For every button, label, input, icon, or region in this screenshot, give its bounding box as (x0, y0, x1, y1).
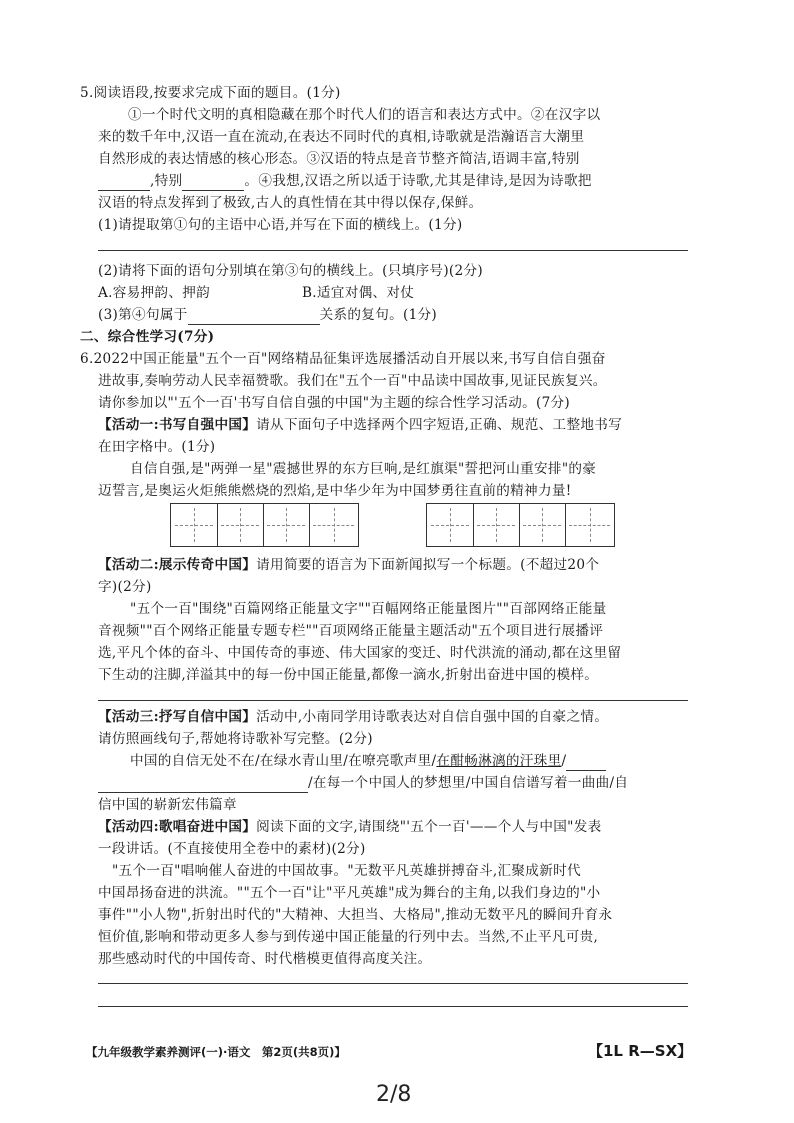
q5-passage-line: ①一个时代文明的真相隐藏在那个时代人们的语言和表达方式中。②在汉字以 (128, 107, 601, 123)
answer-line[interactable] (98, 700, 688, 701)
grid-cell[interactable] (427, 504, 474, 546)
activity1-prompt: 在田字格中。(1分) (98, 439, 216, 455)
q5-passage-line: ,特别 。④我想,汉语之所以适于诗歌,尤其是律诗,是因为诗歌把 (98, 172, 592, 191)
activity3-poem-line: /在每一个中国人的梦想里/中国自信谱写着一曲曲/自 (98, 774, 628, 793)
q5-option-a: A.容易押韵、押韵 (98, 285, 210, 301)
grid-cell[interactable] (171, 504, 218, 546)
activity1-prompt: 【活动一:书写自强中国】请从下面句子中选择两个四字短语,正确、规范、工整地书写 (98, 417, 623, 433)
footer-label: 【九年级教学素养测评(一)·语文 第2页(共8页)】 (86, 1045, 346, 1059)
q5-sub2: (2)请将下面的语句分别填在第③句的横线上。(只填序号)(2分) (98, 263, 483, 279)
activity1-sentence: 自信自强,是"两弹一星"震撼世界的东方巨响,是红旗渠"誓把河山重安排"的豪 (130, 461, 597, 477)
answer-line[interactable] (98, 250, 688, 251)
activity4-passage: 中国昂扬奋进的洪流。""五个一百"让"平凡英雄"成为舞台的主角,以我们身边的"小 (98, 885, 601, 901)
q5-passage-line: 来的数千年中,汉语一直在流动,在表达不同时代的真相,诗歌就是浩瀚语言大潮里 (98, 129, 585, 145)
activity4-passage: 事件""小人物",折射出时代的"大精神、大担当、大格局",推动无数平凡的瞬间升育永 (98, 907, 613, 923)
q5-sub3: (3)第④句属于 关系的复句。(1分) (98, 307, 438, 323)
section-heading: 二、综合性学习(7分) (80, 329, 215, 345)
q6-intro-line: 请你参加以"'五个一百'书写自信自强的中国"为主题的综合性学习活动。(7分) (98, 395, 571, 411)
q6-intro-line: 6.2022中国正能量"五个一百"网络精品征集评选展播活动自开展以来,书写自信自强奋 (80, 351, 606, 367)
footer-code: 【1L R—SX】 (588, 1042, 693, 1060)
answer-blank[interactable] (98, 792, 308, 793)
activity4-prompt: 一段讲话。(不直接使用全卷中的素材)(2分) (98, 841, 366, 857)
writing-grid-right[interactable] (426, 503, 615, 547)
activity2-passage: 音视频""百个网络正能量专题专栏""百项网络正能量主题活动"五个项目进行展播评 (98, 623, 604, 639)
answer-line[interactable] (98, 1006, 688, 1007)
q5-passage-line: 自然形成的表达情感的核心形态。③汉语的特点是音节整齐简洁,语调丰富,特别 (98, 151, 580, 167)
grid-cell[interactable] (565, 504, 614, 546)
activity2-prompt: 字)(2分) (98, 579, 152, 595)
activity3-poem-line: 信中国的崭新宏伟篇章 (98, 797, 237, 813)
writing-grid-left[interactable] (170, 503, 359, 547)
activity2-prompt: 【活动二:展示传奇中国】请用简要的语言为下面新闻拟写一个标题。(不超过20个 (98, 557, 600, 573)
activity4-passage: 那些感动时代的中国传奇、时代楷模更值得高度关注。 (98, 951, 432, 967)
grid-cell[interactable] (519, 504, 566, 546)
answer-blank[interactable] (566, 770, 606, 771)
activity3-prompt: 【活动三:抒写自信中国】活动中,小南同学用诗歌表达对自信自强中国的自豪之情。 (98, 709, 609, 725)
answer-blank[interactable] (182, 190, 244, 191)
q5-title: 5.阅读语段,按要求完成下面的题目。(1分) (80, 85, 341, 101)
grid-cell[interactable] (309, 504, 358, 546)
activity3-poem-line: 中国的自信无处不在/在绿水青山里/在嘹亮歌声里/在酣畅淋漓的汗珠里/ (130, 752, 606, 771)
page-indicator: 2/8 (376, 1082, 412, 1107)
activity4-passage: 恒价值,影响和带动更多人参与到传递中国正能量的行列中去。当然,不止平凡可贵, (98, 929, 599, 945)
answer-blank[interactable] (98, 190, 150, 191)
activity1-sentence: 迈誓言,是奥运火炬熊熊燃烧的烈焰,是中华少年为中国梦勇往直前的精神力量! (98, 483, 572, 499)
activity2-passage: "五个一百"围绕"百篇网络正能量文字""百幅网络正能量图片""百部网络正能量 (130, 601, 607, 617)
q6-intro-line: 进故事,奏响劳动人民幸福赞歌。我们在"五个一百"中品读中国故事,见证民族复兴。 (98, 373, 607, 389)
grid-cell[interactable] (263, 504, 310, 546)
activity2-passage: 下生动的注脚,洋溢其中的每一份中国正能量,都像一滴水,折射出奋进中国的模样。 (98, 667, 599, 683)
q5-option-b: B.适宜对偶、对仗 (302, 285, 415, 301)
answer-line[interactable] (98, 983, 688, 984)
activity4-passage: "五个一百"唱响催人奋进的中国故事。"无数平凡英雄拼搏奋斗,汇聚成新时代 (112, 863, 581, 879)
activity3-prompt: 请仿照画线句子,帮她将诗歌补写完整。(2分) (98, 731, 373, 747)
grid-cell[interactable] (217, 504, 264, 546)
activity4-prompt: 【活动四:歌唱奋进中国】阅读下面的文字,请围绕"'五个一百'——个人与中国"发表 (98, 819, 602, 835)
q5-passage-line: 汉语的特点发挥到了极致,古人的真性情在其中得以保存,保鲜。 (98, 195, 483, 211)
q5-sub1: (1)请提取第①句的主语中心语,并写在下面的横线上。(1分) (98, 217, 463, 233)
activity2-passage: 选,平凡个体的奋斗、中国传奇的事迹、伟大国家的变迁、时代洪流的涌动,都在这里留 (98, 645, 622, 661)
grid-cell[interactable] (473, 504, 520, 546)
answer-blank[interactable] (188, 324, 320, 325)
